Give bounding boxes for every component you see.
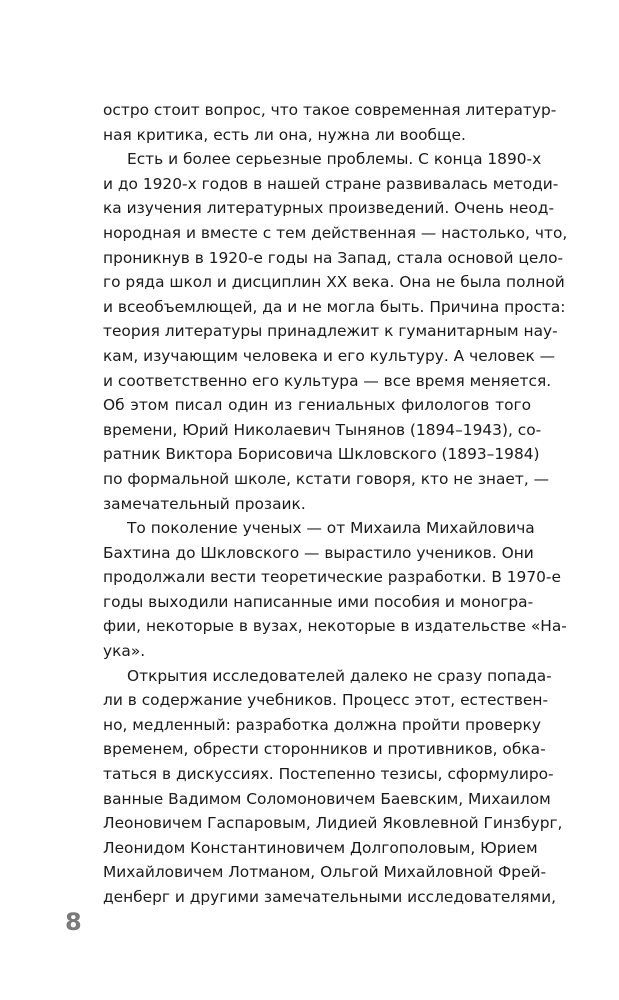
text-line: Об этом писал один из гениальных филологов того: [103, 396, 531, 415]
page-body-text: [103, 98, 568, 910]
text-line: ратник Виктора Борисовича Шкловского (1893–1984): [103, 445, 540, 464]
text-line: Леоновичем Гаспаровым, Лидией Яковлевной Гинзбург,: [103, 814, 563, 833]
text-line: замечательный прозаик.: [103, 494, 306, 513]
text-line: То поколение ученых — от Михаила Михайловича: [127, 519, 535, 538]
paragraph: [103, 516, 567, 664]
text-line: го ряда школ и дисциплин XX века. Она не была полной: [103, 273, 565, 292]
page-number: 8: [65, 908, 82, 936]
text-line: времени, Юрий Николаевич Тынянов (1894–1943), со-: [103, 420, 542, 439]
text-line: Открытия исследователей далеко не сразу попада-: [127, 666, 552, 685]
text-line: ли в содержание учебников. Процесс этот, естествен-: [103, 691, 549, 710]
text-line: ука».: [103, 642, 146, 661]
text-line: теория литературы принадлежит к гуманитарным нау-: [103, 322, 558, 341]
text-line: Михайловичем Лотманом, Ольгой Михайловной Фрей-: [103, 863, 547, 882]
text-line: Бахтина до Шкловского — вырастило учеников. Они: [103, 543, 534, 562]
text-line: Есть и более серьезные проблемы. С конца 1890-х: [127, 150, 542, 169]
text-line: и соответственно его культура — все время меняется.: [103, 371, 552, 390]
text-line: остро стоит вопрос, что такое современная литератур-: [103, 101, 557, 119]
text-line: таться в дискуссиях. Постепенно тезисы, сформулиро-: [103, 765, 554, 784]
text-line: и всеобъемлющей, да и не могла быть. Причина проста:: [103, 297, 566, 316]
text-line: и до 1920-х годов в нашей стране развивалась методи-: [103, 174, 559, 193]
text-line: кам, изучающим человека и его культуру. А человек —: [103, 346, 556, 365]
text-line: по формальной школе, кстати говоря, кто не знает, —: [103, 469, 550, 488]
text-line: Леонидом Константиновичем Долгополовым, Юрием: [103, 838, 538, 857]
text-line: временем, обрести сторонников и противников, обка-: [103, 740, 546, 759]
text-line: фии, некоторые в вузах, некоторые в издательстве «На-: [103, 617, 567, 636]
text-line: ная критика, есть ли она, нужна ли вообще.: [103, 125, 466, 144]
paragraph: [103, 664, 563, 910]
text-line: нородная и вместе с тем действенная — настолько, что,: [103, 223, 568, 242]
text-line: но, медленный: разработка должна пройти проверку: [103, 715, 541, 734]
text-line: продолжали вести теоретические разработки. В 1970-е: [103, 568, 561, 587]
text-line: годы выходили написанные ими пособия и моногра-: [103, 592, 534, 611]
paragraph: [103, 147, 568, 516]
text-line: денберг и другими замечательными исследователями,: [103, 888, 556, 906]
paragraph: [103, 98, 557, 147]
text-line: ванные Вадимом Соломоновичем Баевским, Михаилом: [103, 789, 551, 808]
text-line: ка изучения литературных произведений. Очень неод-: [103, 199, 555, 218]
text-line: проникнув в 1920-е годы на Запад, стала основой цело-: [103, 248, 564, 267]
